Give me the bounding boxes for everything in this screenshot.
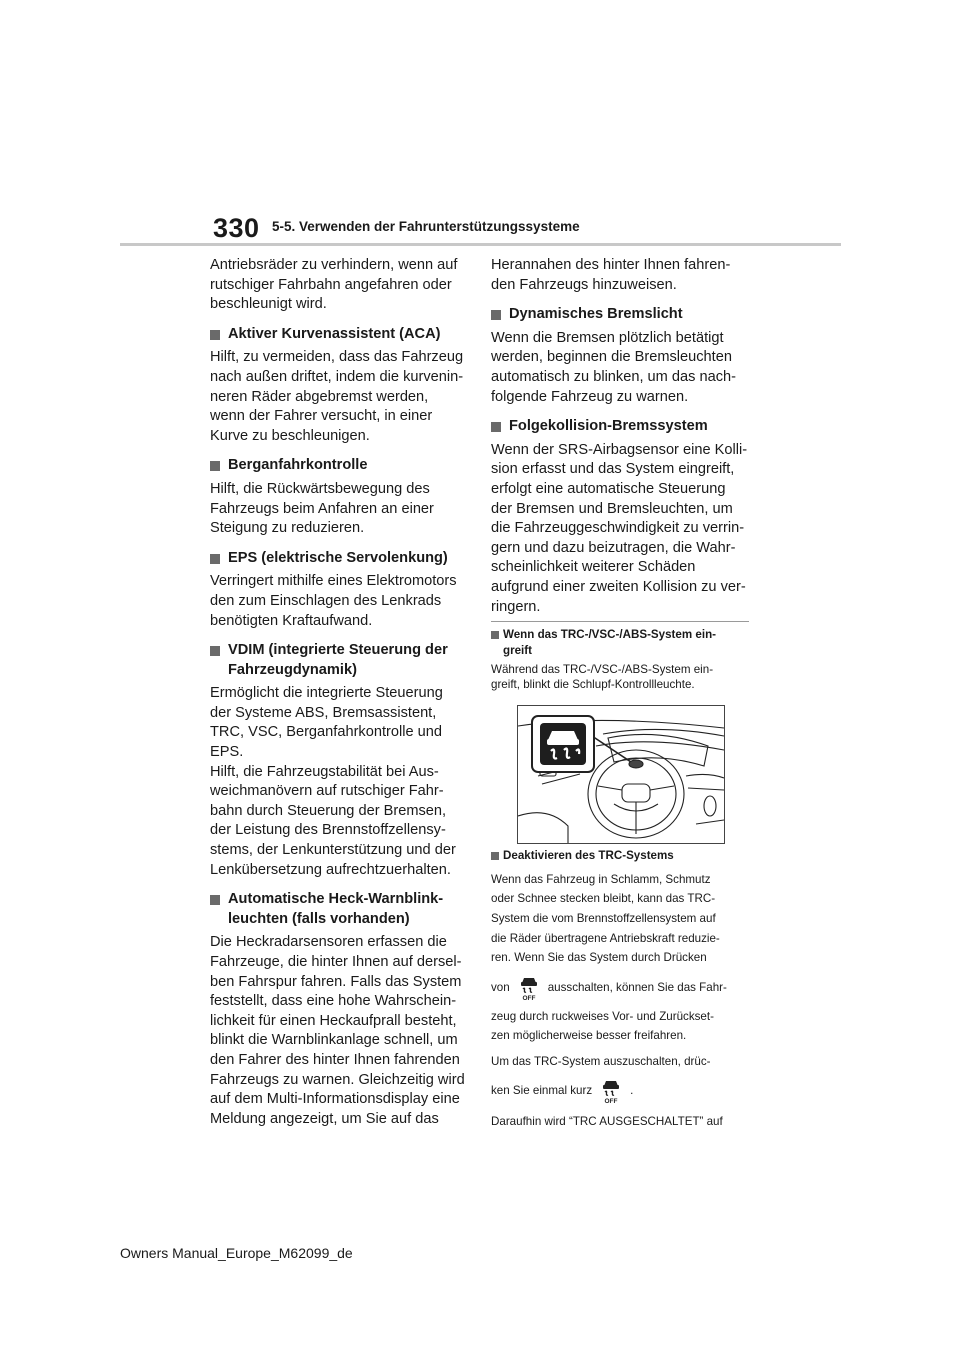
body-line: Die Heckradarsensoren erfassen die [210, 934, 447, 951]
body-line: werden, beginnen die Bremsleuchten [491, 349, 732, 366]
body-line: stems, der Lenkunterstützung und der [210, 842, 456, 859]
heading-text: Wenn das TRC-/VSC-/ABS-System ein- [503, 628, 717, 641]
heading-text: Deaktivieren des TRC-Systems [503, 849, 674, 862]
svg-text:OFF: OFF [522, 994, 536, 1001]
note-line: oder Schnee stecken bleibt, kann das TRC- [491, 892, 716, 906]
body-line: Steigung zu reduzieren. [210, 520, 365, 537]
bullet-square-icon [210, 330, 220, 340]
note-trc-active [491, 627, 751, 693]
dashboard-drawing [518, 706, 724, 843]
body-line: Herannahen des hinter Ihnen fahren- [491, 257, 731, 273]
body-line: nach außen driftet, indem die kurvenin- [210, 368, 464, 385]
body-line: Fahrzeuge, die hinter Ihnen auf dersel- [210, 954, 462, 970]
right-column [491, 256, 751, 617]
body-line: Hilft, zu vermeiden, dass das Fahrzeug [210, 349, 464, 366]
body-line: Wenn der SRS-Airbagsensor eine Kolli- [491, 441, 748, 458]
note-line: die Räder übertragene Antriebskraft reduzie- [491, 931, 720, 945]
inline-text: ken Sie einmal kurz [491, 1083, 593, 1097]
bullet-square-icon [210, 646, 220, 656]
page-number: 330 [213, 213, 260, 243]
heading-text: EPS (elektrische Servolenkung) [228, 549, 448, 566]
body-line: den Fahrer des hinter Ihnen fahrenden [210, 1051, 460, 1068]
section-heading-eps [210, 549, 468, 569]
body-line: neren Räder abgebremst werden, [210, 388, 429, 405]
body-line: EPS. [210, 744, 244, 761]
body-line: Verringert mithilfe eines Elektromotors [210, 573, 457, 590]
body-line: beschleunigt wird. [210, 296, 327, 313]
body-line: der Leistung des Brennstoffzellensy- [210, 822, 446, 839]
bullet-square-icon [210, 895, 220, 905]
heading-text: Dynamisches Bremslicht [509, 306, 683, 323]
heading-text: leuchten (falls vorhanden) [228, 910, 410, 927]
body-line: ringern. [491, 598, 541, 615]
bullet-square-icon [210, 461, 220, 471]
body-line: Hilft, die Fahrzeugstabilität bei Aus- [210, 763, 439, 780]
note-line: zen möglicherweise besser freifahren. [491, 1029, 687, 1043]
note-line: greift, blinkt die Schlupf-Kontrollleuchte. [491, 678, 695, 692]
body-line: erfolgt eine automatische Steuerung [491, 480, 726, 497]
body-line: Fahrzeugs beim Anfahren an einer [210, 500, 434, 517]
heading-text: Aktiver Kurvenassistent (ACA) [228, 325, 441, 342]
body-line: auf dem Multi-Informationsdisplay eine [210, 1091, 460, 1108]
note-heading [491, 848, 751, 864]
note-trc-disable [491, 848, 751, 1131]
body-line: den Fahrzeugs hinzuweisen. [491, 276, 677, 293]
bullet-square-icon [491, 852, 499, 860]
note-line: Um das TRC-System auszuschalten, drüc- [491, 1054, 711, 1068]
trc-off-icon [516, 975, 542, 1001]
slip-indicator-icon [532, 716, 594, 772]
bullet-square-icon [491, 631, 499, 639]
body-line: der Bremsen und Bremsleuchten, um [491, 500, 733, 517]
chapter-title: 5-5. Verwenden der Fahrunterstützungssysteme [272, 219, 580, 234]
trc-off-icon [598, 1078, 624, 1104]
section-heading-collision [491, 417, 751, 437]
heading-text: Automatische Heck-Warnblink- [228, 891, 444, 908]
section-heading-hazard [210, 890, 468, 929]
left-column [210, 256, 468, 1129]
body-line: Lenkübersetzung aufrechtzuerhalten. [210, 861, 451, 878]
body-line: ben Fahrspur fahren. Falls das System [210, 973, 462, 990]
body-line: bahn durch Steuerung der Bremsen, [210, 802, 447, 819]
body-line: Wenn die Bremsen plötzlich betätigt [491, 329, 724, 346]
body-line: lichkeit für einen Heckaufprall besteht, [210, 1012, 457, 1029]
inline-text: . [630, 1083, 634, 1097]
header-rule [120, 243, 841, 246]
body-line: aufgrund einer zweiten Kollision zu ver- [491, 578, 746, 595]
body-line: der Systeme ABS, Bremsassistent, [210, 704, 437, 721]
body-line: TRC, VSC, Berganfahrkontrolle und [210, 724, 442, 741]
heading-text: greift [503, 643, 532, 657]
note-line: zeug durch ruckweises Vor- und Zurückset- [491, 1009, 714, 1023]
body-line: rutschiger Fahrbahn angefahren oder [210, 276, 452, 293]
body-line: wenn der Fahrer versucht, in einer [210, 408, 433, 425]
note-heading [491, 627, 751, 659]
note-line: Daraufhin wird “TRC AUSGESCHALTET” auf [491, 1114, 723, 1128]
note-line-with-icon [491, 973, 751, 1003]
inline-text: von [491, 980, 510, 994]
heading-text: Berganfahrkontrolle [228, 457, 368, 474]
bullet-square-icon [210, 554, 220, 564]
body-line: Kurve zu beschleunigen. [210, 427, 370, 444]
body-line: die Fahrzeuggeschwindigkeit zu verrin- [491, 520, 745, 537]
body-line: automatisch zu blinken, um das nach- [491, 368, 736, 385]
body-line: benötigten Kraftaufwand. [210, 612, 373, 629]
note-line-with-icon [491, 1076, 751, 1106]
note-line: ren. Wenn Sie das System durch Drücken [491, 951, 707, 965]
body-line: weichmanövern auf rutschiger Fahr- [210, 783, 444, 800]
body-line: Hilft, die Rückwärtsbewegung des [210, 480, 430, 497]
body-line: Antriebsräder zu verhindern, wenn auf [210, 257, 458, 273]
body-line: Ermöglicht die integrierte Steuerung [210, 685, 443, 702]
body-line: feststellt, dass eine hohe Wahrschein- [210, 993, 457, 1010]
section-heading-aca [210, 325, 468, 345]
bullet-square-icon [491, 422, 501, 432]
section-heading-hill [210, 456, 468, 476]
footer-text: Owners Manual_Europe_M62099_de [120, 1245, 353, 1261]
note-line: Wenn das Fahrzeug in Schlamm, Schmutz [491, 872, 711, 886]
body-line: den zum Einschlagen des Lenkrads [210, 592, 442, 609]
dashboard-illustration [517, 705, 725, 844]
body-line: Meldung angezeigt, um Sie auf das [210, 1110, 439, 1127]
heading-text: Fahrzeugdynamik) [228, 661, 357, 678]
body-line: scheinlichkeit weiterer Schäden [491, 559, 696, 576]
bullet-square-icon [491, 310, 501, 320]
note-divider [491, 621, 749, 622]
inline-text: ausschalten, können Sie das Fahr- [547, 980, 727, 994]
svg-text:OFF: OFF [604, 1097, 618, 1104]
body-line: sion erfasst und das System eingreift, [491, 461, 735, 478]
note-line: System die vom Brennstoffzellensystem auf [491, 911, 716, 925]
section-heading-vdim [210, 641, 468, 680]
body-line: folgende Fahrzeug zu warnen. [491, 388, 689, 405]
heading-text: Folgekollision-Bremssystem [509, 418, 708, 435]
heading-text: VDIM (integrierte Steuerung der [228, 642, 448, 659]
body-line: blinkt die Warnblinkanlage schnell, um [210, 1032, 458, 1049]
section-heading-brake-light [491, 305, 751, 325]
note-line: Während das TRC-/VSC-/ABS-System ein- [491, 662, 714, 676]
body-line: Fahrzeugs zu warnen. Gleichzeitig wird [210, 1071, 465, 1088]
body-line: gern und dazu beizutragen, die Wahr- [491, 539, 736, 556]
